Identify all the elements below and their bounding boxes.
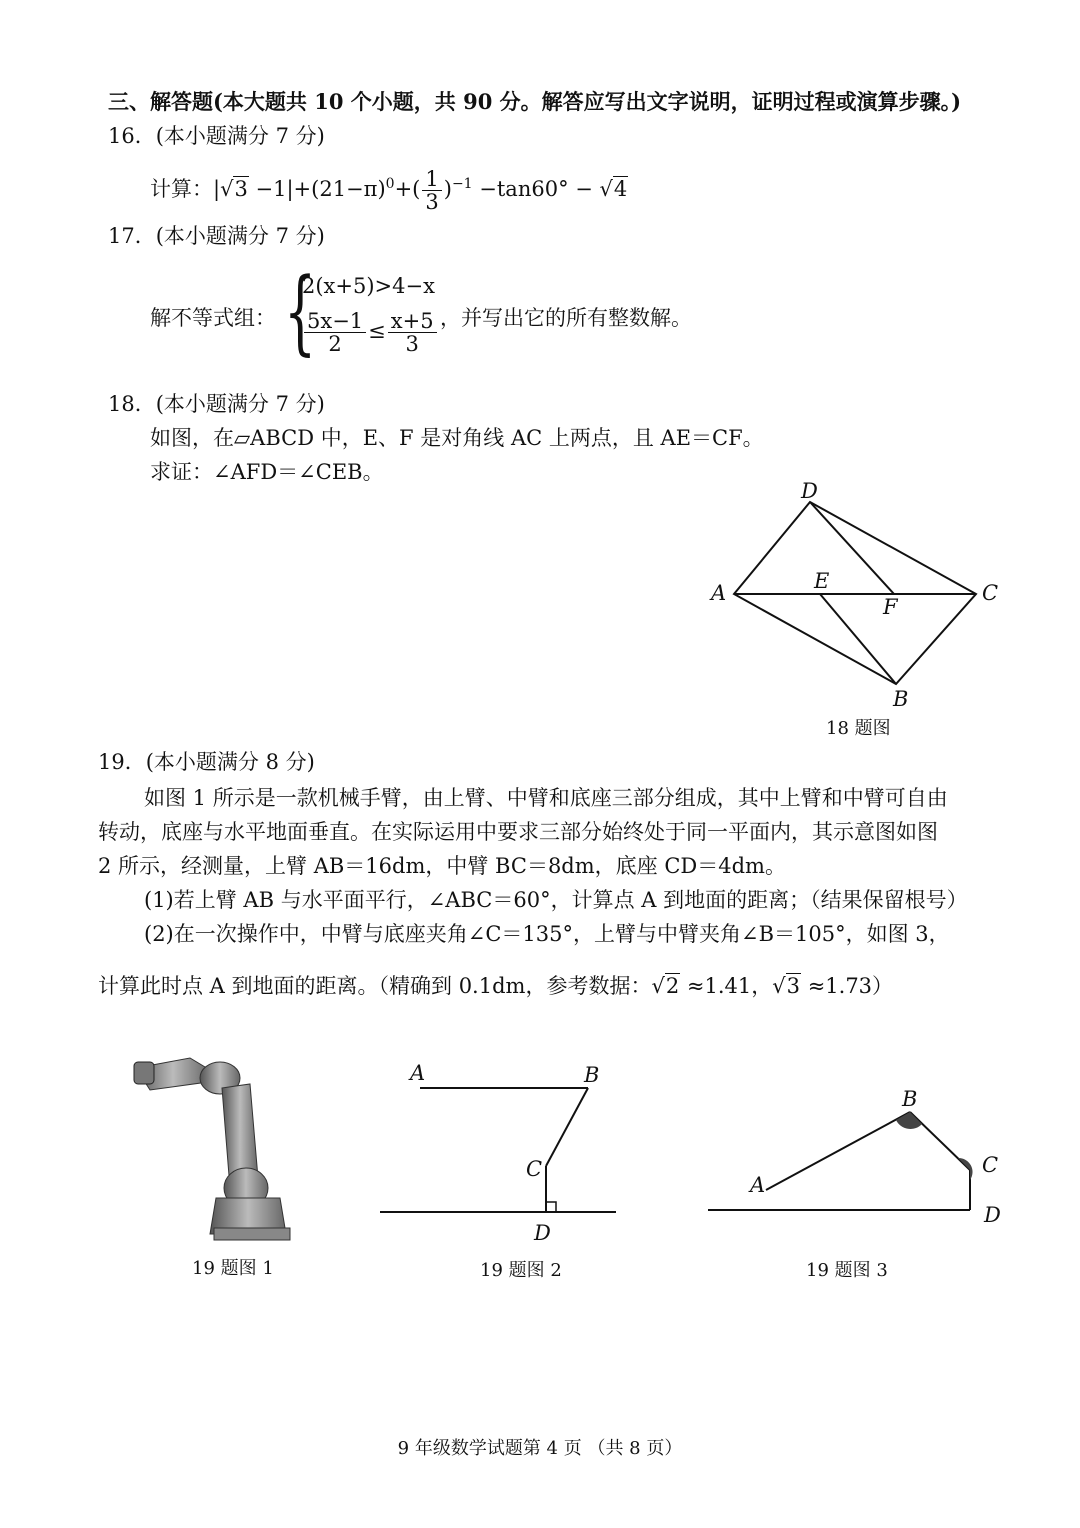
label-D: D — [801, 479, 818, 503]
q16-prefix: 计算： — [150, 177, 213, 201]
label-B: B — [893, 687, 909, 711]
q18-prove: 求证：∠AFD＝∠CEB。 — [150, 460, 384, 484]
q19-figure-3 — [700, 1080, 1030, 1240]
system-brace: { — [284, 258, 317, 365]
angle-b-mark — [896, 1112, 922, 1129]
middle-arm-bc — [546, 1088, 588, 1166]
label-E: E — [814, 569, 830, 593]
q17-inequality-1: 2(x+5)>4−x — [302, 274, 435, 298]
q18-figure — [700, 476, 1030, 736]
fig3-label-A: A — [750, 1173, 766, 1197]
fig3-label-D: D — [984, 1203, 1001, 1227]
fig3-label-B: B — [902, 1087, 918, 1111]
q16-sqrt4: 4 — [613, 177, 628, 201]
upper-arm-ab — [766, 1112, 910, 1190]
q17-suffix: ，并写出它的所有整数解。 — [440, 306, 692, 330]
q19-part-2: (2)在一次操作中，中臂与底座夹角∠C＝135°，上臂与中臂夹角∠B＝105°，如图 3， — [144, 922, 950, 946]
fig2-label-B: B — [584, 1063, 600, 1087]
q16-sqrt3: 3 — [234, 177, 248, 201]
fig2-label-A: A — [410, 1061, 426, 1085]
q18-caption: 18 题图 — [826, 718, 891, 739]
q19-figure-2 — [370, 1056, 630, 1252]
caption-fig1: 19 题图 1 — [192, 1258, 274, 1279]
label-F: F — [883, 595, 898, 619]
label-C: C — [982, 581, 999, 605]
robot-arm-image — [130, 1048, 300, 1244]
q17-number: 17．(本小题满分 7 分) — [108, 224, 325, 248]
fig2-label-C: C — [526, 1157, 543, 1181]
q19-part-2-cont: 计算此时点 A 到地面的距离。（精确到 0.1dm，参考数据：√2 ≈1.41，√3 ≈1.73） — [98, 974, 894, 998]
q19-para-3: 2 所示，经测量，上臂 AB＝16dm，中臂 BC＝8dm，底座 CD＝4dm。 — [98, 854, 786, 878]
fig2-label-D: D — [534, 1221, 551, 1245]
q18-statement: 如图，在▱ABCD 中，E、F 是对角线 AC 上两点，且 AE＝CF。 — [150, 426, 764, 450]
page-footer: 9 年级数学试题第 4 页 （共 8 页） — [397, 1438, 683, 1459]
fig3-label-C: C — [982, 1153, 999, 1177]
caption-fig3: 19 题图 3 — [806, 1260, 888, 1281]
middle-arm-bc — [910, 1112, 970, 1170]
q16-fraction: $\frac{1}{3}$ — [422, 168, 441, 213]
q18-number: 18．(本小题满分 7 分) — [108, 392, 325, 416]
q19-part-1: (1)若上臂 AB 与水平面平行，∠ABC＝60°，计算点 A 到地面的距离；（结果保留根号） — [144, 888, 968, 912]
q16-number: 16．(本小题满分 7 分) — [108, 124, 325, 148]
q19-number: 19．(本小题满分 8 分) — [98, 750, 315, 774]
label-A: A — [711, 581, 727, 605]
q19-para-1: 如图 1 所示是一款机械手臂，由上臂、中臂和底座三部分组成，其中上臂和中臂可自由 — [144, 786, 948, 810]
caption-fig2: 19 题图 2 — [480, 1260, 562, 1281]
q17-inequality-2: $\frac{5x-1}{2}$ ≤ $\frac{x+5}{3}$ — [302, 310, 439, 355]
q17-prefix: 解不等式组： — [150, 306, 276, 330]
right-angle-mark — [546, 1202, 556, 1212]
q16-expression: 计算：$|√3 -1|+(21-\pi)^0+$( $\frac{1}{3}$ )$^{-1}$ −tan60° − √4 — [150, 167, 628, 214]
section-heading: 三、解答题(本大题共 10 个小题，共 90 分。解答应写出文字说明，证明过程或演算步骤。) — [108, 89, 962, 114]
q19-para-2: 转动，底座与水平地面垂直。在实际运用中要求三部分始终处于同一平面内，其示意图如图 — [98, 820, 938, 844]
